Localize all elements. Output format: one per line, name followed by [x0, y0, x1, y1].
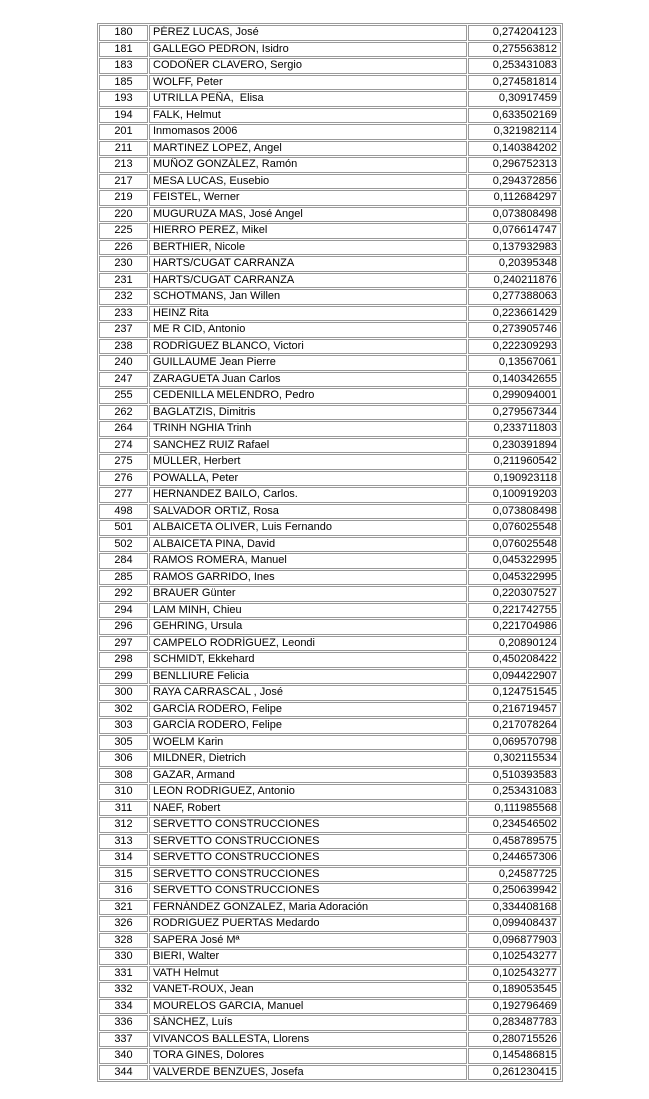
row-value-cell: 0,223661429 — [468, 306, 561, 322]
row-value-cell: 0,253431083 — [468, 58, 561, 74]
table-row — [99, 619, 561, 635]
row-value-cell: 0,216719457 — [468, 702, 561, 718]
table-row — [99, 949, 561, 965]
row-id-cell: 240 — [99, 355, 148, 371]
row-value-cell: 0,094422907 — [468, 669, 561, 685]
row-id-cell: 194 — [99, 108, 148, 124]
table-row — [99, 520, 561, 536]
table-row — [99, 850, 561, 866]
row-value-cell: 0,274581814 — [468, 75, 561, 91]
table-row — [99, 1065, 561, 1081]
row-id-cell: 237 — [99, 322, 148, 338]
row-name-cell: HARTS/CUGAT CARRANZA — [149, 273, 467, 289]
row-name-cell: MARTINEZ LOPEZ, Angel — [149, 141, 467, 157]
row-name-cell: SALVADOR ORTIZ, Rosa — [149, 504, 467, 520]
row-name-cell: MILDNER, Dietrich — [149, 751, 467, 767]
table-row — [99, 141, 561, 157]
row-name-cell: GARCÍA RODERO, Felipe — [149, 702, 467, 718]
row-id-cell: 344 — [99, 1065, 148, 1081]
row-id-cell: 211 — [99, 141, 148, 157]
row-id-cell: 303 — [99, 718, 148, 734]
row-name-cell: HARTS/CUGAT CARRANZA — [149, 256, 467, 272]
row-id-cell: 321 — [99, 900, 148, 916]
table-row — [99, 1048, 561, 1064]
row-name-cell: SERVETTO CONSTRUCCIONES — [149, 834, 467, 850]
table-row — [99, 91, 561, 107]
row-id-cell: 201 — [99, 124, 148, 140]
row-name-cell: BRAUER Günter — [149, 586, 467, 602]
table-row — [99, 223, 561, 239]
row-value-cell: 0,217078264 — [468, 718, 561, 734]
row-name-cell: WOLFF, Peter — [149, 75, 467, 91]
row-value-cell: 0,334408168 — [468, 900, 561, 916]
table-row — [99, 157, 561, 173]
row-name-cell: RODRIGUEZ PUERTAS Medardo — [149, 916, 467, 932]
row-id-cell: 328 — [99, 933, 148, 949]
row-name-cell: SCHMIDT, Ekkehard — [149, 652, 467, 668]
row-name-cell: MUGURUZA MAS, José Angel — [149, 207, 467, 223]
row-value-cell: 0,283487783 — [468, 1015, 561, 1031]
row-id-cell: 230 — [99, 256, 148, 272]
row-name-cell: ME R CID, Antonio — [149, 322, 467, 338]
table-row — [99, 75, 561, 91]
row-name-cell: POWALLA, Peter — [149, 471, 467, 487]
row-value-cell: 0,096877903 — [468, 933, 561, 949]
row-value-cell: 0,189053545 — [468, 982, 561, 998]
row-value-cell: 0,222309293 — [468, 339, 561, 355]
row-value-cell: 0,221742755 — [468, 603, 561, 619]
row-id-cell: 299 — [99, 669, 148, 685]
table-row — [99, 702, 561, 718]
row-value-cell: 0,273905746 — [468, 322, 561, 338]
row-name-cell: CODOÑER CLAVERO, Sergio — [149, 58, 467, 74]
row-name-cell: SERVETTO CONSTRUCCIONES — [149, 867, 467, 883]
table-row — [99, 603, 561, 619]
row-value-cell: 0,261230415 — [468, 1065, 561, 1081]
row-id-cell: 311 — [99, 801, 148, 817]
row-id-cell: 501 — [99, 520, 148, 536]
row-name-cell: GEHRING, Ursula — [149, 619, 467, 635]
table-row — [99, 388, 561, 404]
row-value-cell: 0,221704986 — [468, 619, 561, 635]
row-name-cell: GALLEGO PEDRON, Isidro — [149, 42, 467, 58]
table-row — [99, 58, 561, 74]
row-name-cell: UTRILLA PEÑA, Elisa — [149, 91, 467, 107]
row-name-cell: LAM MINH, Chieu — [149, 603, 467, 619]
table-row — [99, 817, 561, 833]
table-row — [99, 735, 561, 751]
row-id-cell: 337 — [99, 1032, 148, 1048]
table-row — [99, 322, 561, 338]
row-id-cell: 225 — [99, 223, 148, 239]
row-value-cell: 0,458789575 — [468, 834, 561, 850]
row-value-cell: 0,20890124 — [468, 636, 561, 652]
row-value-cell: 0,13567061 — [468, 355, 561, 371]
row-value-cell: 0,279567344 — [468, 405, 561, 421]
row-value-cell: 0,633502169 — [468, 108, 561, 124]
row-id-cell: 264 — [99, 421, 148, 437]
row-id-cell: 332 — [99, 982, 148, 998]
table-row — [99, 553, 561, 569]
table-row — [99, 240, 561, 256]
row-id-cell: 238 — [99, 339, 148, 355]
table-row — [99, 685, 561, 701]
table-row — [99, 421, 561, 437]
row-value-cell: 0,073808498 — [468, 207, 561, 223]
row-id-cell: 308 — [99, 768, 148, 784]
row-name-cell: PÉREZ LUCAS, José — [149, 25, 467, 41]
row-name-cell: MESA LUCAS, Eusebio — [149, 174, 467, 190]
table-row — [99, 124, 561, 140]
row-id-cell: 183 — [99, 58, 148, 74]
row-value-cell: 0,280715526 — [468, 1032, 561, 1048]
table-row — [99, 256, 561, 272]
table-row — [99, 438, 561, 454]
row-value-cell: 0,30917459 — [468, 91, 561, 107]
row-value-cell: 0,076614747 — [468, 223, 561, 239]
row-value-cell: 0,296752313 — [468, 157, 561, 173]
row-id-cell: 298 — [99, 652, 148, 668]
table-row — [99, 999, 561, 1015]
row-name-cell: BIERI, Walter — [149, 949, 467, 965]
row-name-cell: TORA GINES, Dolores — [149, 1048, 467, 1064]
row-value-cell: 0,045322995 — [468, 553, 561, 569]
table-row — [99, 355, 561, 371]
row-id-cell: 314 — [99, 850, 148, 866]
row-name-cell: FEISTEL, Werner — [149, 190, 467, 206]
row-value-cell: 0,076025548 — [468, 537, 561, 553]
row-value-cell: 0,045322995 — [468, 570, 561, 586]
table-row — [99, 471, 561, 487]
row-value-cell: 0,253431083 — [468, 784, 561, 800]
table-row — [99, 289, 561, 305]
table-row — [99, 966, 561, 982]
table-row — [99, 487, 561, 503]
table-row — [99, 207, 561, 223]
row-value-cell: 0,275563812 — [468, 42, 561, 58]
row-value-cell: 0,233711803 — [468, 421, 561, 437]
table-row — [99, 339, 561, 355]
table-row — [99, 883, 561, 899]
row-name-cell: Inmomasos 2006 — [149, 124, 467, 140]
row-name-cell: SAPERA José Mª — [149, 933, 467, 949]
row-value-cell: 0,211960542 — [468, 454, 561, 470]
row-id-cell: 275 — [99, 454, 148, 470]
table-row — [99, 405, 561, 421]
row-id-cell: 331 — [99, 966, 148, 982]
table-row — [99, 867, 561, 883]
row-value-cell: 0,192796469 — [468, 999, 561, 1015]
row-value-cell: 0,124751545 — [468, 685, 561, 701]
table-row — [99, 982, 561, 998]
row-id-cell: 185 — [99, 75, 148, 91]
row-id-cell: 233 — [99, 306, 148, 322]
row-name-cell: WOELM Karin — [149, 735, 467, 751]
row-id-cell: 326 — [99, 916, 148, 932]
table-row — [99, 933, 561, 949]
row-id-cell: 313 — [99, 834, 148, 850]
row-id-cell: 315 — [99, 867, 148, 883]
row-id-cell: 220 — [99, 207, 148, 223]
table-row — [99, 784, 561, 800]
row-name-cell: LEON RODRIGUEZ, Antonio — [149, 784, 467, 800]
row-value-cell: 0,274204123 — [468, 25, 561, 41]
row-name-cell: BERTHIER, Nicole — [149, 240, 467, 256]
row-id-cell: 310 — [99, 784, 148, 800]
row-id-cell: 213 — [99, 157, 148, 173]
row-name-cell: RAMOS GARRIDO, Ines — [149, 570, 467, 586]
table-row — [99, 801, 561, 817]
table-row — [99, 273, 561, 289]
row-value-cell: 0,299094001 — [468, 388, 561, 404]
row-id-cell: 255 — [99, 388, 148, 404]
row-name-cell: HEINZ Rita — [149, 306, 467, 322]
row-value-cell: 0,240211876 — [468, 273, 561, 289]
row-name-cell: VATH Helmut — [149, 966, 467, 982]
row-id-cell: 502 — [99, 537, 148, 553]
table-row — [99, 108, 561, 124]
row-value-cell: 0,277388063 — [468, 289, 561, 305]
row-name-cell: MUÑOZ GONZÁLEZ, Ramón — [149, 157, 467, 173]
row-id-cell: 292 — [99, 586, 148, 602]
row-value-cell: 0,20395348 — [468, 256, 561, 272]
row-value-cell: 0,137932983 — [468, 240, 561, 256]
row-value-cell: 0,140384202 — [468, 141, 561, 157]
row-id-cell: 336 — [99, 1015, 148, 1031]
row-name-cell: HIERRO PEREZ, Mikel — [149, 223, 467, 239]
row-id-cell: 232 — [99, 289, 148, 305]
row-id-cell: 274 — [99, 438, 148, 454]
table-row — [99, 570, 561, 586]
table-row — [99, 669, 561, 685]
table-row — [99, 1015, 561, 1031]
table-row — [99, 454, 561, 470]
row-name-cell: SÁNCHEZ, Luís — [149, 1015, 467, 1031]
row-name-cell: HERNANDEZ BAILO, Carlos. — [149, 487, 467, 503]
row-value-cell: 0,111985568 — [468, 801, 561, 817]
row-id-cell: 262 — [99, 405, 148, 421]
row-value-cell: 0,102543277 — [468, 966, 561, 982]
row-value-cell: 0,099408437 — [468, 916, 561, 932]
row-value-cell: 0,220307527 — [468, 586, 561, 602]
row-value-cell: 0,230391894 — [468, 438, 561, 454]
table-row — [99, 834, 561, 850]
row-name-cell: CAMPELO RODRÍGUEZ, Leondi — [149, 636, 467, 652]
row-name-cell: SERVETTO CONSTRUCCIONES — [149, 817, 467, 833]
row-name-cell: GUILLAUME Jean Pierre — [149, 355, 467, 371]
row-value-cell: 0,24587725 — [468, 867, 561, 883]
row-id-cell: 312 — [99, 817, 148, 833]
table-row — [99, 768, 561, 784]
row-value-cell: 0,069570798 — [468, 735, 561, 751]
table-row — [99, 190, 561, 206]
row-id-cell: 297 — [99, 636, 148, 652]
row-id-cell: 294 — [99, 603, 148, 619]
row-id-cell: 306 — [99, 751, 148, 767]
row-value-cell: 0,145486815 — [468, 1048, 561, 1064]
row-name-cell: RAMOS ROMERA, Manuel — [149, 553, 467, 569]
row-name-cell: FERNÁNDEZ GONZALEZ, Maria Adoración — [149, 900, 467, 916]
row-name-cell: ALBAICETA PINA, David — [149, 537, 467, 553]
row-id-cell: 181 — [99, 42, 148, 58]
row-id-cell: 302 — [99, 702, 148, 718]
row-id-cell: 276 — [99, 471, 148, 487]
row-name-cell: VIVANCOS BALLESTA, Llorens — [149, 1032, 467, 1048]
table-row — [99, 718, 561, 734]
row-name-cell: SANCHEZ RUIZ Rafael — [149, 438, 467, 454]
results-table-body — [99, 25, 561, 1080]
table-row — [99, 636, 561, 652]
row-value-cell: 0,112684297 — [468, 190, 561, 206]
table-row — [99, 25, 561, 41]
row-id-cell: 284 — [99, 553, 148, 569]
row-value-cell: 0,302115534 — [468, 751, 561, 767]
table-row — [99, 1032, 561, 1048]
row-name-cell: SERVETTO CONSTRUCCIONES — [149, 850, 467, 866]
table-row — [99, 652, 561, 668]
table-row — [99, 916, 561, 932]
table-row — [99, 900, 561, 916]
row-name-cell: BENLLIURE Felicia — [149, 669, 467, 685]
row-value-cell: 0,100919203 — [468, 487, 561, 503]
table-row — [99, 586, 561, 602]
row-name-cell: VANET-ROUX, Jean — [149, 982, 467, 998]
row-name-cell: RODRÍGUEZ BLANCO, Victori — [149, 339, 467, 355]
row-value-cell: 0,234546502 — [468, 817, 561, 833]
table-row — [99, 537, 561, 553]
row-value-cell: 0,140342655 — [468, 372, 561, 388]
row-id-cell: 285 — [99, 570, 148, 586]
row-name-cell: VALVERDE BENZUES, Josefa — [149, 1065, 467, 1081]
row-id-cell: 305 — [99, 735, 148, 751]
table-row — [99, 306, 561, 322]
row-name-cell: ALBAICETA OLIVER, Luis Fernando — [149, 520, 467, 536]
row-value-cell: 0,250639942 — [468, 883, 561, 899]
row-name-cell: SCHOTMANS, Jan Willen — [149, 289, 467, 305]
row-name-cell: TRINH NGHIA Trinh — [149, 421, 467, 437]
row-id-cell: 334 — [99, 999, 148, 1015]
row-id-cell: 498 — [99, 504, 148, 520]
row-name-cell: GARCÍA RODERO, Felipe — [149, 718, 467, 734]
row-value-cell: 0,450208422 — [468, 652, 561, 668]
table-row — [99, 42, 561, 58]
row-value-cell: 0,244657306 — [468, 850, 561, 866]
row-value-cell: 0,294372856 — [468, 174, 561, 190]
row-name-cell: MÜLLER, Herbert — [149, 454, 467, 470]
table-row — [99, 751, 561, 767]
row-value-cell: 0,190923118 — [468, 471, 561, 487]
row-id-cell: 231 — [99, 273, 148, 289]
row-id-cell: 217 — [99, 174, 148, 190]
row-value-cell: 0,076025548 — [468, 520, 561, 536]
row-id-cell: 340 — [99, 1048, 148, 1064]
row-id-cell: 193 — [99, 91, 148, 107]
row-value-cell: 0,321982114 — [468, 124, 561, 140]
row-name-cell: SERVETTO CONSTRUCCIONES — [149, 883, 467, 899]
row-id-cell: 316 — [99, 883, 148, 899]
row-name-cell: FALK, Helmut — [149, 108, 467, 124]
table-row — [99, 174, 561, 190]
table-row — [99, 504, 561, 520]
row-id-cell: 296 — [99, 619, 148, 635]
row-value-cell: 0,073808498 — [468, 504, 561, 520]
row-id-cell: 247 — [99, 372, 148, 388]
table-row — [99, 372, 561, 388]
results-table — [97, 23, 563, 1082]
row-id-cell: 330 — [99, 949, 148, 965]
row-name-cell: RAYA CARRASCAL , José — [149, 685, 467, 701]
row-name-cell: GAZAR, Armand — [149, 768, 467, 784]
row-id-cell: 226 — [99, 240, 148, 256]
row-name-cell: ZARAGUETA Juan Carlos — [149, 372, 467, 388]
row-name-cell: NAEF, Robert — [149, 801, 467, 817]
row-id-cell: 180 — [99, 25, 148, 41]
row-value-cell: 0,102543277 — [468, 949, 561, 965]
row-name-cell: CEDENILLA MELENDRO, Pedro — [149, 388, 467, 404]
row-name-cell: BAGLATZIS, Dimitris — [149, 405, 467, 421]
row-id-cell: 300 — [99, 685, 148, 701]
row-value-cell: 0,510393583 — [468, 768, 561, 784]
row-id-cell: 219 — [99, 190, 148, 206]
row-id-cell: 277 — [99, 487, 148, 503]
row-name-cell: MOURELOS GARCIA, Manuel — [149, 999, 467, 1015]
